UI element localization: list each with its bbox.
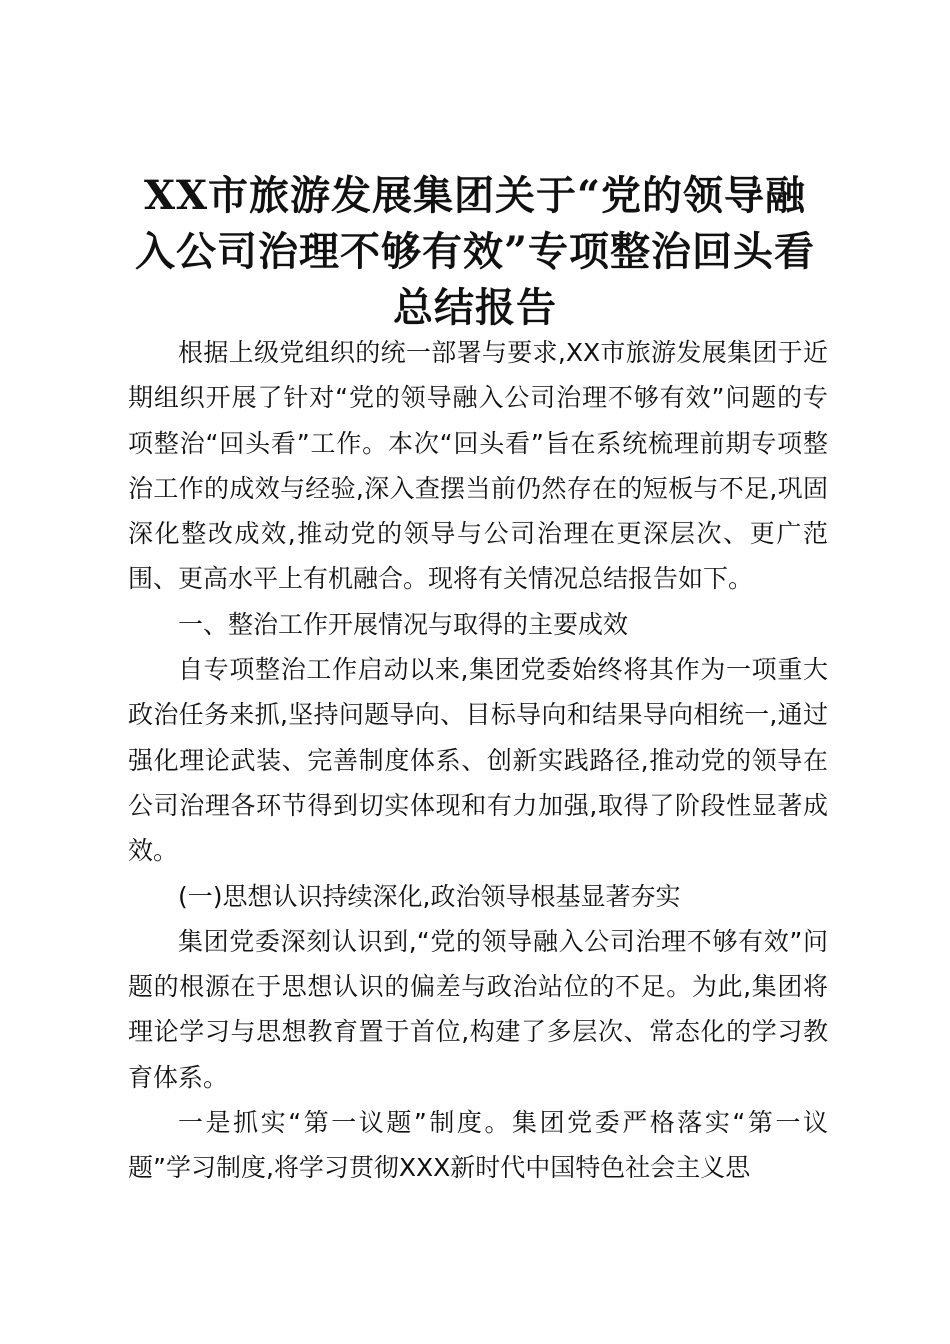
title-line-1: XX市旅游发展集团关于“党的领导融	[143, 172, 807, 219]
subsection-heading-1: (一)思想认识持续深化,政治领导根基显著夯实	[178, 881, 681, 911]
document-body	[128, 330, 828, 1191]
intro-paragraph: 根据上级党组织的统一部署与要求,XX市旅游发展集团于近期组织开展了针对“党的领导融入公司治理不够有效”问题的专项整治“回头看”工作。本次“回头看”旨在系统梳理前期专项整治工作的成效与经验,深入查摆当前仍然存在的短板与不足,巩固深化整改成效,推动党的领导与公司治理在更深层次、更广范围、更高水平上有机融合。现将有关情况总结报告如下。	[128, 338, 828, 594]
title-line-2: 入公司治理不够有效”专项整治回头看	[134, 228, 815, 275]
point-1-paragraph: 一是抓实“第一议题”制度。集团党委严格落实“第一议题”学习制度,将学习贯彻XXX新时代中国特色社会主义思	[128, 1108, 828, 1183]
section-heading-1: 一、整治工作开展情况与取得的主要成效	[178, 609, 629, 639]
subsection-1-paragraph: 集团党委深刻认识到,“党的领导融入公司治理不够有效”问题的根源在于思想认识的偏差与政治站位的不足。为此,集团将理论学习与思想教育置于首位,构建了多层次、常态化的学习教育体系。	[128, 926, 828, 1092]
title-line-3: 总结报告	[393, 284, 557, 331]
document-title	[110, 168, 840, 336]
section-1-paragraph: 自专项整治工作启动以来,集团党委始终将其作为一项重大政治任务来抓,坚持问题导向、目标导向和结果导向相统一,通过强化理论武装、完善制度体系、创新实践路径,推动党的领导在公司治理各环节得到切实体现和有力加强,取得了阶段性显著成效。	[128, 655, 828, 866]
